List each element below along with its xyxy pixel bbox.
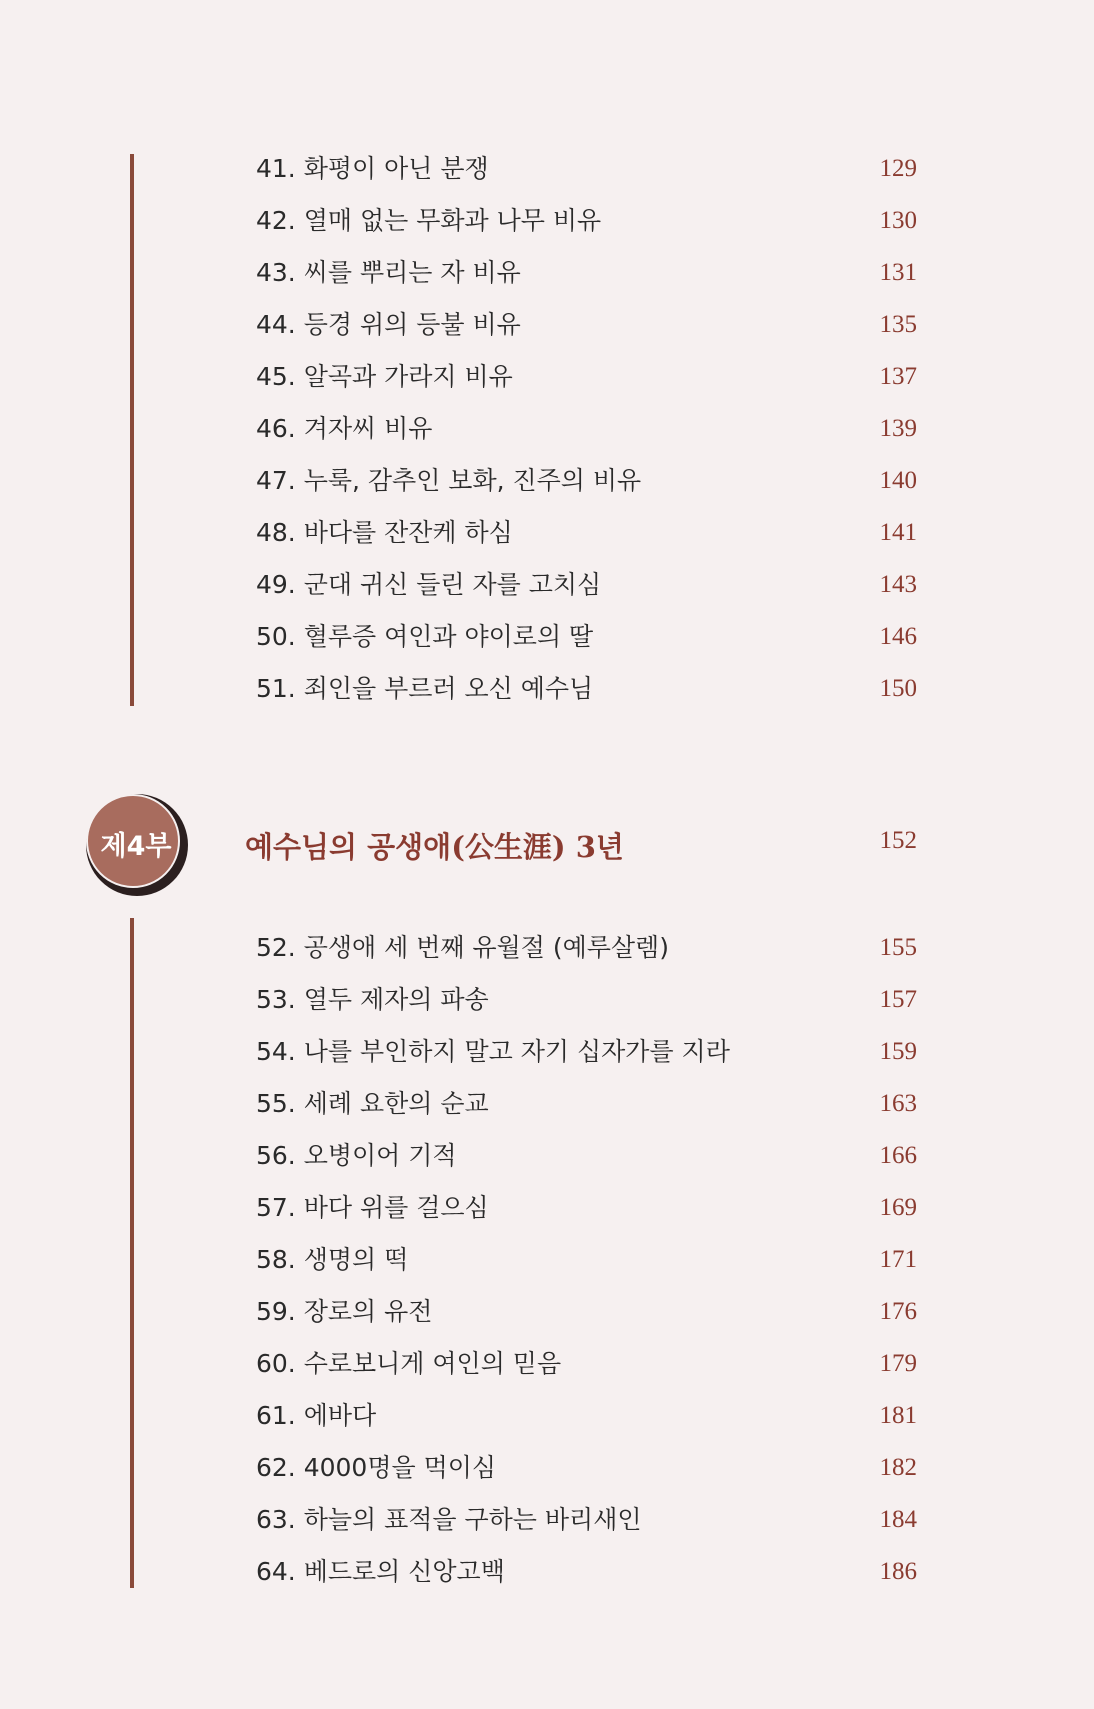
toc-entry[interactable] xyxy=(0,361,1094,413)
toc-entry[interactable] xyxy=(0,153,1094,205)
toc-entry[interactable] xyxy=(0,673,1094,725)
toc-entry-title: 63. 하늘의 표적을 구하는 바리새인 xyxy=(256,1505,642,1534)
toc-entry-title: 60. 수로보니게 여인의 믿음 xyxy=(256,1349,562,1378)
toc-entry-title: 62. 4000명을 먹이심 xyxy=(256,1453,497,1482)
toc-entry-page: 169 xyxy=(879,1194,917,1221)
toc-entry-title: 47. 누룩, 감추인 보화, 진주의 비유 xyxy=(256,466,642,495)
toc-entry-title: 56. 오병이어 기적 xyxy=(256,1141,457,1170)
toc-entry-title: 41. 화평이 아닌 분쟁 xyxy=(256,154,489,183)
toc-entry[interactable] xyxy=(0,932,1094,984)
toc-entry-page: 181 xyxy=(879,1402,917,1429)
toc-entry-title: 55. 세례 요한의 순교 xyxy=(256,1089,489,1118)
toc-entry-page: 186 xyxy=(879,1558,917,1585)
toc-entry-page: 182 xyxy=(879,1454,917,1481)
toc-entry-page: 163 xyxy=(879,1090,917,1117)
toc-entry-page: 176 xyxy=(879,1298,917,1325)
toc-entry-page: 171 xyxy=(879,1246,917,1273)
toc-entry-page: 129 xyxy=(879,155,917,182)
toc-entry-page: 150 xyxy=(879,675,917,702)
toc-entry-page: 146 xyxy=(879,623,917,650)
toc-entry-title: 50. 혈루증 여인과 야이로의 딸 xyxy=(256,622,594,651)
toc-entry[interactable] xyxy=(0,1452,1094,1504)
toc-entry-page: 143 xyxy=(879,571,917,598)
toc-entry[interactable] xyxy=(0,1140,1094,1192)
toc-entry[interactable] xyxy=(0,1556,1094,1608)
toc-entry[interactable] xyxy=(0,517,1094,569)
toc-entry-title: 43. 씨를 뿌리는 자 비유 xyxy=(256,258,521,287)
toc-entry-page: 139 xyxy=(879,415,917,442)
toc-entry-page: 141 xyxy=(879,519,917,546)
toc-entry-title: 59. 장로의 유전 xyxy=(256,1297,433,1326)
toc-entry-title: 64. 베드로의 신앙고백 xyxy=(256,1557,505,1586)
toc-entry-title: 45. 알곡과 가라지 비유 xyxy=(256,362,513,391)
toc-entry-page: 130 xyxy=(879,207,917,234)
toc-entry-title: 61. 에바다 xyxy=(256,1401,377,1430)
toc-entry[interactable] xyxy=(0,1348,1094,1400)
toc-entry[interactable] xyxy=(0,465,1094,517)
toc-entry-page: 179 xyxy=(879,1350,917,1377)
toc-entry-page: 166 xyxy=(879,1142,917,1169)
part-header[interactable] xyxy=(0,794,1094,898)
toc-entry-page: 184 xyxy=(879,1506,917,1533)
part-badge-label: 제4부 xyxy=(100,831,172,862)
toc-entry[interactable] xyxy=(0,1088,1094,1140)
toc-entry-title: 53. 열두 제자의 파송 xyxy=(256,985,489,1014)
toc-entry[interactable] xyxy=(0,1036,1094,1088)
toc-entry-title: 54. 나를 부인하지 말고 자기 십자가를 지라 xyxy=(256,1037,730,1066)
toc-entry[interactable] xyxy=(0,205,1094,257)
part-badge xyxy=(86,794,188,896)
toc-entry[interactable] xyxy=(0,1504,1094,1556)
toc-entry-title: 58. 생명의 떡 xyxy=(256,1245,409,1274)
toc-entry[interactable] xyxy=(0,569,1094,621)
toc-entry[interactable] xyxy=(0,257,1094,309)
toc-entry-title: 46. 겨자씨 비유 xyxy=(256,414,433,443)
toc-entry-page: 159 xyxy=(879,1038,917,1065)
part-badge-circle xyxy=(86,794,180,888)
toc-entry[interactable] xyxy=(0,1192,1094,1244)
toc-entry-title: 51. 죄인을 부르러 오신 예수님 xyxy=(256,674,594,703)
toc-entry-title: 52. 공생애 세 번째 유월절 (예루살렘) xyxy=(256,933,669,962)
toc-entry-page: 140 xyxy=(879,467,917,494)
part-title: 예수님의 공생애(公生涯) 3년 xyxy=(245,830,624,864)
toc-entry-title: 44. 등경 위의 등불 비유 xyxy=(256,310,521,339)
toc-entry[interactable] xyxy=(0,1400,1094,1452)
toc-list-top xyxy=(0,153,1094,725)
toc-entry[interactable] xyxy=(0,1244,1094,1296)
toc-entry-title: 57. 바다 위를 걸으심 xyxy=(256,1193,489,1222)
toc-entry[interactable] xyxy=(0,1296,1094,1348)
toc-entry-title: 42. 열매 없는 무화과 나무 비유 xyxy=(256,206,602,235)
toc-entry[interactable] xyxy=(0,413,1094,465)
toc-entry-title: 49. 군대 귀신 들린 자를 고치심 xyxy=(256,570,602,599)
toc-entry[interactable] xyxy=(0,309,1094,361)
toc-entry-page: 131 xyxy=(879,259,917,286)
toc-entry-title: 48. 바다를 잔잔케 하심 xyxy=(256,518,513,547)
toc-entry-page: 155 xyxy=(879,934,917,961)
toc-entry[interactable] xyxy=(0,621,1094,673)
toc-entry-page: 135 xyxy=(879,311,917,338)
toc-entry-page: 157 xyxy=(879,986,917,1013)
part-page: 152 xyxy=(879,827,917,854)
toc-entry[interactable] xyxy=(0,984,1094,1036)
toc-list-bottom xyxy=(0,932,1094,1608)
toc-entry-page: 137 xyxy=(879,363,917,390)
